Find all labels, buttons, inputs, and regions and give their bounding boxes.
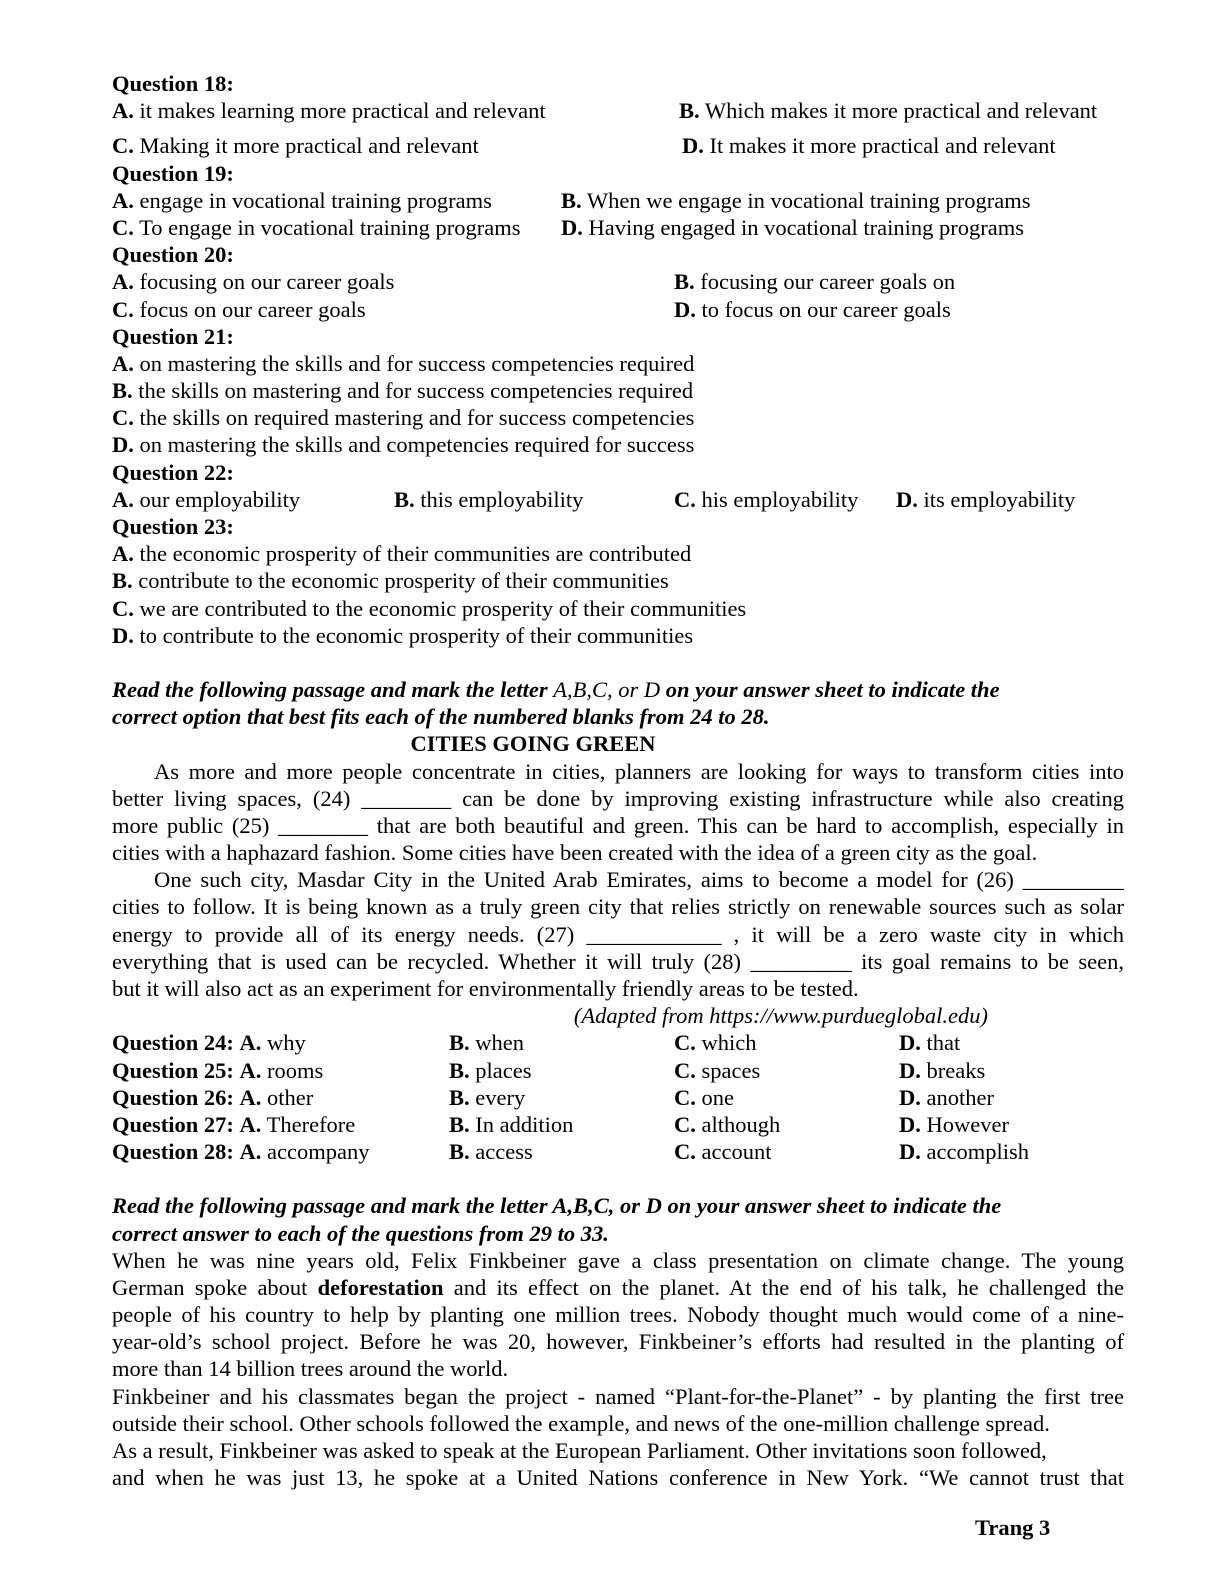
q19-option-c[interactable]: C. To engage in vocational training programs: [112, 214, 521, 240]
q26-option-b[interactable]: B. every: [449, 1084, 526, 1110]
question-19-row-cd: [112, 214, 1124, 241]
question-18-row-ab: [112, 97, 1124, 124]
question-19-row-ab: [112, 187, 1124, 214]
q26-option-d[interactable]: D. another: [899, 1084, 994, 1110]
q26-label: Question 26:: [112, 1084, 234, 1110]
q24-row: [112, 1029, 1124, 1056]
q28-option-c[interactable]: C. account: [674, 1139, 772, 1165]
q22-option-b[interactable]: B. this employability: [394, 486, 584, 512]
q28-row: [112, 1138, 1124, 1165]
q28-option-d[interactable]: D. accomplish: [899, 1139, 1029, 1165]
q26-option-c[interactable]: C. one: [674, 1084, 734, 1110]
reading-p1-line-2: German spoke about deforestation and its effect on the planet. At the end of his talk, he challenged the: [112, 1274, 1124, 1300]
q19-option-b[interactable]: B. When we engage in vocational training programs: [561, 187, 1031, 213]
reading-p2-line-2: outside their school. Other schools followed the example, and news of the one-million challenge spread.: [112, 1410, 1050, 1436]
q20-option-c[interactable]: C. focus on our career goals: [112, 296, 366, 322]
q18-option-b[interactable]: B. Which makes it more practical and relevant: [679, 98, 1098, 124]
q22-option-a[interactable]: A. our employability: [112, 486, 301, 512]
q28-option-b[interactable]: B. access: [449, 1139, 533, 1165]
q27-row: [112, 1111, 1124, 1138]
question-18-row-cd: [112, 132, 1124, 159]
q28-label: Question 28:: [112, 1139, 234, 1165]
page-number: Trang 3: [975, 1515, 1051, 1540]
q27-option-b[interactable]: B. In addition: [449, 1111, 574, 1137]
cloze-p2-line-2: cities to follow. It is being known as a truly green city that relies strictly on renewable sources such as solar: [112, 894, 1124, 920]
question-22-row: [112, 486, 1124, 513]
q20-option-b[interactable]: B. focusing our career goals on: [674, 269, 956, 295]
cloze-instruction-line-1: Read the following passage and mark the letter A,B,C, or D on your answer sheet to indicate the: [112, 676, 1000, 702]
cloze-p2-line-3: energy to provide all of its energy needs. (27) ____________ , it will be a zero waste city in which: [112, 921, 1124, 947]
reading-p1-line-1: When he was nine years old, Felix Finkbeiner gave a class presentation on climate change. The young: [112, 1247, 1124, 1273]
q26-option-a[interactable]: A. other: [239, 1084, 314, 1110]
reading-p1-line-4: year-old’s school project. Before he was 20, however, Finkbeiner’s efforts had resulted in the planting of: [112, 1329, 1124, 1355]
reading-p1-line-3: people of his country to help by planting one million trees. Nobody thought much would come of a nine-: [112, 1302, 1124, 1328]
q22-option-d[interactable]: D. its employability: [896, 486, 1076, 512]
q25-option-a[interactable]: A. rooms: [239, 1057, 324, 1083]
question-19-title: Question 19:: [112, 160, 234, 186]
q21-option-b[interactable]: B. the skills on mastering and for success competencies required: [112, 378, 694, 404]
reading-p2-line-4: and when he was just 13, he spoke at a United Nations conference in New York. “We cannot trust that: [112, 1465, 1124, 1491]
q20-option-d[interactable]: D. to focus on our career goals: [674, 296, 951, 322]
q24-option-b[interactable]: B. when: [449, 1030, 525, 1056]
q23-option-b[interactable]: B. contribute to the economic prosperity of their communities: [112, 568, 669, 594]
q25-row: [112, 1057, 1124, 1084]
source-citation: (Adapted from https://www.purdueglobal.edu): [573, 1003, 988, 1029]
question-22-title: Question 22:: [112, 459, 234, 485]
q21-option-a[interactable]: A. on mastering the skills and for success competencies required: [112, 350, 695, 376]
q18-option-a[interactable]: A. it makes learning more practical and relevant: [112, 98, 546, 124]
exam-page: [112, 70, 1124, 1491]
reading-p1-line-5: more than 14 billion trees around the world.: [112, 1356, 509, 1382]
reading-p2-line-1: Finkbeiner and his classmates began the project - named “Plant-for-the-Planet” - by planting the first tree: [112, 1383, 1124, 1409]
q19-option-a[interactable]: A. engage in vocational training programs: [112, 187, 492, 213]
cloze-p2-line-5: but it will also act as an experiment for environmentally friendly areas to be tested.: [112, 976, 859, 1001]
reading-instruction-line-2: correct answer to each of the questions from 29 to 33.: [112, 1220, 609, 1246]
cloze-p1-line-1: As more and more people concentrate in cities, planners are looking for ways to transform cities into: [154, 758, 1124, 784]
passage-title: CITIES GOING GREEN: [410, 731, 656, 757]
q24-option-a[interactable]: A. why: [239, 1030, 306, 1056]
cloze-p2-line-4: everything that is used can be recycled. Whether it will truly (28) _________ its goal remains to be seen,: [112, 948, 1124, 974]
q24-option-c[interactable]: C. which: [674, 1030, 757, 1056]
cloze-instruction-line-2: correct option that best fits each of the numbered blanks from 24 to 28.: [112, 704, 770, 730]
q25-option-d[interactable]: D. breaks: [899, 1057, 986, 1083]
q21-option-c[interactable]: C. the skills on required mastering and for success competencies: [112, 405, 695, 431]
cloze-p1-line-3: more public (25) ________ that are both beautiful and green. This can be hard to accomplish, especially in: [112, 812, 1124, 838]
q23-option-a[interactable]: A. the economic prosperity of their communities are contributed: [112, 541, 692, 567]
cloze-p2-line-1: One such city, Masdar City in the United Arab Emirates, aims to become a model for (26) _________: [154, 867, 1124, 893]
reading-instruction-line-1: Read the following passage and mark the letter A,B,C, or D on your answer sheet to indicate the: [112, 1193, 1002, 1219]
q21-option-d[interactable]: D. on mastering the skills and competencies required for success: [112, 432, 695, 458]
q28-option-a[interactable]: A. accompany: [239, 1139, 370, 1165]
q25-option-b[interactable]: B. places: [449, 1057, 532, 1083]
q27-option-d[interactable]: D. However: [899, 1111, 1009, 1137]
q18-option-d[interactable]: D. It makes it more practical and relevant: [682, 133, 1056, 159]
q24-label: Question 24:: [112, 1030, 234, 1056]
q27-option-a[interactable]: A. Therefore: [239, 1111, 356, 1137]
q20-option-a[interactable]: A. focusing on our career goals: [112, 269, 395, 295]
question-20-title: Question 20:: [112, 242, 234, 268]
q26-row: [112, 1084, 1124, 1111]
reading-p2-line-3: As a result, Finkbeiner was asked to speak at the European Parliament. Other invitations soon followed,: [112, 1438, 1047, 1463]
q27-label: Question 27:: [112, 1111, 234, 1137]
question-20-row-ab: [112, 268, 1124, 295]
question-21-title: Question 21:: [112, 323, 234, 349]
question-23-title: Question 23:: [112, 514, 234, 539]
q27-option-c[interactable]: C. although: [674, 1111, 781, 1137]
keyword-deforestation: deforestation: [317, 1274, 444, 1300]
q18-option-c[interactable]: C. Making it more practical and relevant: [112, 133, 479, 159]
q19-option-d[interactable]: D. Having engaged in vocational training programs: [561, 214, 1024, 240]
q22-option-c[interactable]: C. his employability: [674, 486, 859, 512]
q25-label: Question 25:: [112, 1057, 234, 1083]
q24-option-d[interactable]: D. that: [899, 1030, 961, 1056]
cloze-p1-line-2: better living spaces, (24) ________ can be done by improving existing infrastructure while also creating: [112, 785, 1124, 811]
q23-option-c[interactable]: C. we are contributed to the economic prosperity of their communities: [112, 595, 747, 621]
question-20-row-cd: [112, 296, 1124, 323]
question-18-title: Question 18:: [112, 71, 234, 96]
cloze-p1-line-4: cities with a haphazard fashion. Some cities have been created with the idea of a green city as the goal.: [112, 840, 1038, 866]
q23-option-d[interactable]: D. to contribute to the economic prosperity of their communities: [112, 622, 694, 648]
q25-option-c[interactable]: C. spaces: [674, 1057, 761, 1083]
